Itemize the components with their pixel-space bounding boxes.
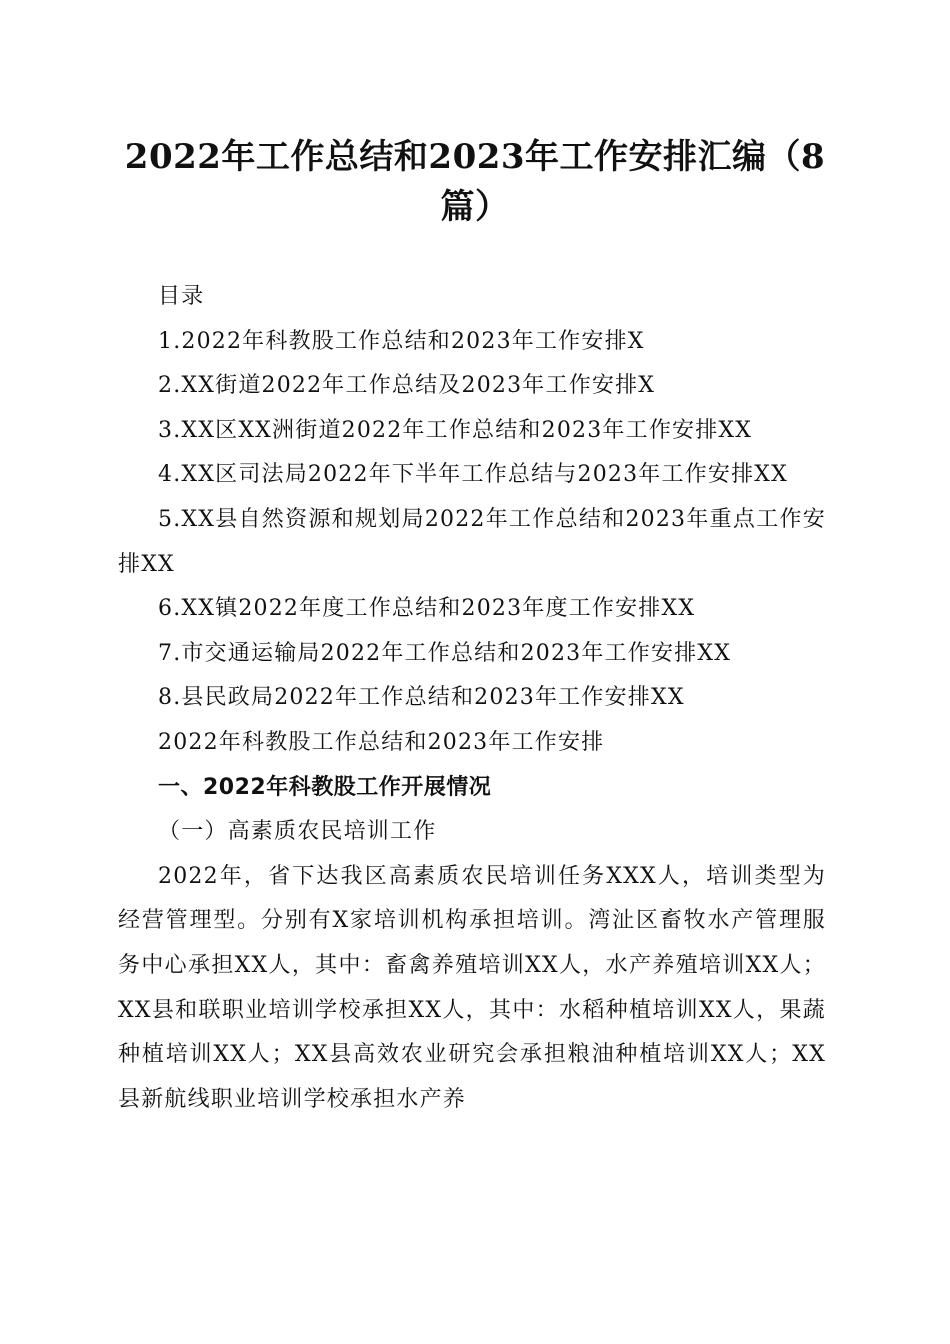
title-line-1: 2022年工作总结和2023年工作安排汇编（8 [124, 137, 826, 177]
toc-item-3: 3.XX区XX洲街道2022年工作总结和2023年工作安排XX [158, 417, 753, 443]
document-title [120, 132, 830, 232]
body-paragraph: 2022年，省下达我区高素质农民培训任务XXX人，培训类型为经营管理型。分别有X家培训机构承担培训。湾沚区畜牧水产管理服务中心承担XX人，其中：畜禽养殖培训XX人，水产养殖培训XX人；XX县和联职业培训学校承担XX人，其中：水稻种植培训XX人，果蔬种植培训XX人；XX县高效农业研究会承担粮油种植培训XX人；XX县新航线职业培训学校承担水产养 [118, 863, 826, 1112]
toc-item-6: 6.XX镇2022年度工作总结和2023年度工作安排XX [158, 596, 696, 622]
toc-heading: 目录 [158, 284, 205, 309]
title-line-2: 篇） [440, 187, 510, 227]
toc-item-4: 4.XX区司法局2022年下半年工作总结与2023年工作安排XX [158, 462, 789, 488]
heading-level-2: （一）高素质农民培训工作 [158, 819, 437, 845]
document-body [118, 275, 826, 1122]
toc-item-7: 7.市交通运输局2022年工作总结和2023年工作安排XX [158, 640, 732, 666]
toc-item-8: 8.县民政局2022年工作总结和2023年工作安排XX [158, 685, 685, 711]
section-title: 2022年科教股工作总结和2023年工作安排 [158, 729, 605, 755]
toc-item-2: 2.XX街道2022年工作总结及2023年工作安排X [158, 373, 656, 399]
toc-item-5: 5.XX县自然资源和规划局2022年工作总结和2023年重点工作安排XX [118, 506, 826, 577]
toc-item-1: 1.2022年科教股工作总结和2023年工作安排X [158, 328, 645, 354]
heading-level-1: 一、2022年科教股工作开展情况 [158, 774, 492, 800]
